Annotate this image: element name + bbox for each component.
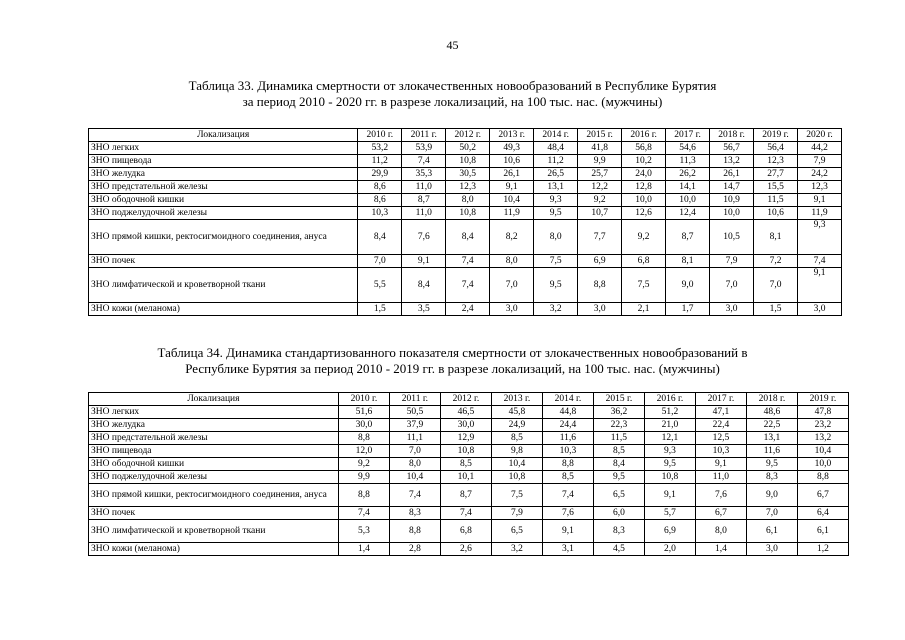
table-cell: 8,7 [440, 484, 491, 507]
table-cell: 23,2 [797, 419, 848, 432]
table-cell: 3,2 [491, 543, 542, 556]
table-cell: 6,8 [622, 255, 666, 268]
row-label: ЗНО легких [89, 406, 339, 419]
table-cell: 8,8 [338, 484, 389, 507]
column-header-year: 2016 г. [622, 129, 666, 142]
table-cell: 21,0 [644, 419, 695, 432]
table-cell: 7,0 [490, 268, 534, 303]
table-cell: 8,8 [578, 268, 622, 303]
table-cell: 15,5 [754, 181, 798, 194]
row-label: ЗНО почек [89, 255, 358, 268]
table-row [89, 543, 849, 556]
table-cell: 8,8 [389, 520, 440, 543]
table-cell: 24,4 [542, 419, 593, 432]
column-header-year: 2011 г. [402, 129, 446, 142]
table-cell: 7,9 [710, 255, 754, 268]
table-row [89, 255, 842, 268]
table-cell: 13,1 [746, 432, 797, 445]
table-cell: 8,3 [389, 507, 440, 520]
table-row [89, 268, 842, 303]
table-cell: 10,4 [797, 445, 848, 458]
table-cell: 8,6 [358, 194, 402, 207]
table-34-body [89, 406, 849, 556]
table-cell: 10,8 [491, 471, 542, 484]
table-cell: 9,1 [542, 520, 593, 543]
table-34-caption-line-1: Таблица 34. Динамика стандартизованного показателя смертности от злокачественных новообразований в [157, 345, 748, 360]
table-33-body [89, 142, 842, 316]
table-cell: 8,7 [666, 220, 710, 255]
table-34-caption-line-2: Республике Бурятия за период 2010 - 2019 гг. в разрезе локализаций, на 100 тыс. нас. (мужчины) [185, 361, 720, 376]
table-cell: 14,7 [710, 181, 754, 194]
table-cell: 11,5 [754, 194, 798, 207]
table-cell: 10,3 [695, 445, 746, 458]
table-cell: 11,9 [798, 207, 842, 220]
table-cell: 2,1 [622, 303, 666, 316]
table-cell: 7,4 [440, 507, 491, 520]
table-cell: 8,0 [389, 458, 440, 471]
table-cell: 48,4 [534, 142, 578, 155]
table-cell: 7,2 [754, 255, 798, 268]
row-label: ЗНО легких [89, 142, 358, 155]
table-cell: 56,8 [622, 142, 666, 155]
table-cell: 26,1 [490, 168, 534, 181]
table-cell: 11,0 [402, 207, 446, 220]
row-label: ЗНО почек [89, 507, 339, 520]
column-header-year: 2018 г. [710, 129, 754, 142]
column-header-year: 2014 г. [534, 129, 578, 142]
table-cell: 4,5 [593, 543, 644, 556]
column-header-year: 2010 г. [358, 129, 402, 142]
table-cell: 9,8 [491, 445, 542, 458]
table-cell: 22,5 [746, 419, 797, 432]
table-cell: 27,7 [754, 168, 798, 181]
table-cell: 9,1 [402, 255, 446, 268]
row-label: ЗНО предстательной железы [89, 432, 339, 445]
table-cell: 9,3 [534, 194, 578, 207]
row-label: ЗНО пищевода [89, 445, 339, 458]
table-cell: 2,6 [440, 543, 491, 556]
table-cell: 12,2 [578, 181, 622, 194]
row-label: ЗНО лимфатической и кроветворной ткани [89, 520, 339, 543]
table-33 [88, 128, 842, 316]
table-cell: 3,1 [542, 543, 593, 556]
table-cell: 6,1 [797, 520, 848, 543]
column-header-year: 2016 г. [644, 393, 695, 406]
table-34-header-row [89, 393, 849, 406]
table-cell: 8,2 [490, 220, 534, 255]
table-cell: 1,7 [666, 303, 710, 316]
table-34 [88, 392, 849, 556]
table-cell: 3,0 [490, 303, 534, 316]
table-cell: 12,5 [695, 432, 746, 445]
table-cell: 12,3 [798, 181, 842, 194]
table-cell: 9,5 [534, 268, 578, 303]
column-header-year: 2019 г. [754, 129, 798, 142]
table-cell: 8,3 [593, 520, 644, 543]
table-cell: 10,1 [440, 471, 491, 484]
column-header-year: 2017 г. [695, 393, 746, 406]
table-cell: 49,3 [490, 142, 534, 155]
table-cell: 5,5 [358, 268, 402, 303]
table-cell: 3,0 [798, 303, 842, 316]
table-cell: 46,5 [440, 406, 491, 419]
page-number: 45 [446, 38, 459, 52]
table-cell: 8,4 [593, 458, 644, 471]
table-cell: 10,2 [622, 155, 666, 168]
table-row [89, 445, 849, 458]
table-cell: 6,5 [491, 520, 542, 543]
table-cell: 6,5 [593, 484, 644, 507]
table-cell: 7,6 [542, 507, 593, 520]
table-cell: 36,2 [593, 406, 644, 419]
table-cell: 12,6 [622, 207, 666, 220]
column-header-year: 2013 г. [491, 393, 542, 406]
table-cell: 8,4 [358, 220, 402, 255]
table-cell: 7,0 [710, 268, 754, 303]
table-cell: 9,2 [338, 458, 389, 471]
table-row [89, 458, 849, 471]
table-cell: 6,7 [695, 507, 746, 520]
table-cell: 12,3 [446, 181, 490, 194]
table-cell: 7,6 [695, 484, 746, 507]
table-cell: 10,0 [797, 458, 848, 471]
row-label: ЗНО кожи (меланома) [89, 543, 339, 556]
table-cell: 7,4 [446, 268, 490, 303]
table-cell: 10,8 [446, 155, 490, 168]
table-cell: 8,4 [402, 268, 446, 303]
table-cell: 8,8 [797, 471, 848, 484]
table-cell: 8,0 [534, 220, 578, 255]
table-cell: 9,5 [534, 207, 578, 220]
table-cell: 11,5 [593, 432, 644, 445]
table-row [89, 484, 849, 507]
table-cell: 7,9 [798, 155, 842, 168]
table-cell: 9,1 [644, 484, 695, 507]
table-cell: 9,1 [798, 268, 842, 303]
table-cell: 11,2 [358, 155, 402, 168]
table-cell: 48,6 [746, 406, 797, 419]
table-cell: 10,0 [622, 194, 666, 207]
table-cell: 7,5 [622, 268, 666, 303]
table-cell: 1,4 [338, 543, 389, 556]
table-cell: 53,9 [402, 142, 446, 155]
table-34-caption [0, 345, 905, 377]
table-cell: 29,9 [358, 168, 402, 181]
row-label: ЗНО прямой кишки, ректосигмоидного соединения, ануса [89, 220, 358, 255]
table-cell: 7,5 [534, 255, 578, 268]
column-header-location: Локализация [89, 129, 358, 142]
table-33-header-row [89, 129, 842, 142]
table-cell: 8,1 [666, 255, 710, 268]
column-header-year: 2012 г. [440, 393, 491, 406]
row-label: ЗНО желудка [89, 168, 358, 181]
table-cell: 37,9 [389, 419, 440, 432]
table-cell: 9,9 [578, 155, 622, 168]
table-cell: 7,7 [578, 220, 622, 255]
table-cell: 47,8 [797, 406, 848, 419]
table-cell: 10,7 [578, 207, 622, 220]
table-cell: 44,2 [798, 142, 842, 155]
row-label: ЗНО поджелудочной железы [89, 471, 339, 484]
table-cell: 3,0 [710, 303, 754, 316]
table-cell: 8,3 [746, 471, 797, 484]
table-cell: 8,1 [754, 220, 798, 255]
table-cell: 26,1 [710, 168, 754, 181]
table-cell: 24,0 [622, 168, 666, 181]
table-cell: 50,5 [389, 406, 440, 419]
table-cell: 8,8 [338, 432, 389, 445]
table-cell: 11,2 [534, 155, 578, 168]
table-cell: 56,4 [754, 142, 798, 155]
table-cell: 9,1 [695, 458, 746, 471]
table-cell: 12,1 [644, 432, 695, 445]
row-label: ЗНО поджелудочной железы [89, 207, 358, 220]
table-cell: 6,8 [440, 520, 491, 543]
table-cell: 25,7 [578, 168, 622, 181]
table-row [89, 520, 849, 543]
column-header-year: 2011 г. [389, 393, 440, 406]
column-header-location: Локализация [89, 393, 339, 406]
table-cell: 11,6 [746, 445, 797, 458]
table-cell: 9,5 [593, 471, 644, 484]
row-label: ЗНО прямой кишки, ректосигмоидного соединения, ануса [89, 484, 339, 507]
table-row [89, 168, 842, 181]
table-cell: 14,1 [666, 181, 710, 194]
table-row [89, 155, 842, 168]
table-cell: 22,4 [695, 419, 746, 432]
table-cell: 11,9 [490, 207, 534, 220]
column-header-year: 2015 г. [578, 129, 622, 142]
table-cell: 13,1 [534, 181, 578, 194]
row-label: ЗНО лимфатической и кроветворной ткани [89, 268, 358, 303]
table-cell: 9,3 [644, 445, 695, 458]
column-header-year: 2018 г. [746, 393, 797, 406]
table-cell: 9,0 [746, 484, 797, 507]
table-cell: 30,5 [446, 168, 490, 181]
column-header-year: 2017 г. [666, 129, 710, 142]
table-cell: 6,9 [644, 520, 695, 543]
table-row [89, 220, 842, 255]
table-cell: 56,7 [710, 142, 754, 155]
table-cell: 7,4 [338, 507, 389, 520]
table-cell: 8,0 [695, 520, 746, 543]
table-cell: 41,8 [578, 142, 622, 155]
table-cell: 9,3 [798, 220, 842, 255]
table-row [89, 419, 849, 432]
table-cell: 8,4 [446, 220, 490, 255]
table-cell: 7,5 [491, 484, 542, 507]
table-cell: 11,0 [695, 471, 746, 484]
table-cell: 7,0 [746, 507, 797, 520]
table-cell: 7,0 [358, 255, 402, 268]
table-cell: 22,3 [593, 419, 644, 432]
table-cell: 10,6 [754, 207, 798, 220]
column-header-year: 2019 г. [797, 393, 848, 406]
table-row [89, 181, 842, 194]
table-cell: 8,0 [446, 194, 490, 207]
table-cell: 12,9 [440, 432, 491, 445]
table-cell: 51,2 [644, 406, 695, 419]
table-row [89, 432, 849, 445]
table-cell: 8,5 [542, 471, 593, 484]
table-cell: 8,7 [402, 194, 446, 207]
table-cell: 10,8 [644, 471, 695, 484]
table-cell: 7,0 [389, 445, 440, 458]
table-cell: 6,0 [593, 507, 644, 520]
table-row [89, 207, 842, 220]
table-cell: 10,5 [710, 220, 754, 255]
column-header-year: 2020 г. [798, 129, 842, 142]
table-cell: 12,4 [666, 207, 710, 220]
table-cell: 54,6 [666, 142, 710, 155]
table-cell: 9,1 [490, 181, 534, 194]
table-cell: 51,6 [338, 406, 389, 419]
table-cell: 8,6 [358, 181, 402, 194]
table-row [89, 507, 849, 520]
table-cell: 13,2 [710, 155, 754, 168]
table-cell: 6,7 [797, 484, 848, 507]
table-cell: 1,5 [754, 303, 798, 316]
table-cell: 9,0 [666, 268, 710, 303]
table-33-caption [0, 78, 905, 110]
table-cell: 10,8 [440, 445, 491, 458]
table-cell: 10,4 [389, 471, 440, 484]
table-cell: 2,8 [389, 543, 440, 556]
table-cell: 7,4 [389, 484, 440, 507]
table-cell: 3,5 [402, 303, 446, 316]
row-label: ЗНО предстательной железы [89, 181, 358, 194]
table-cell: 8,5 [440, 458, 491, 471]
row-label: ЗНО пищевода [89, 155, 358, 168]
table-cell: 10,3 [358, 207, 402, 220]
table-cell: 11,6 [542, 432, 593, 445]
table-cell: 6,1 [746, 520, 797, 543]
table-cell: 7,4 [542, 484, 593, 507]
table-cell: 9,9 [338, 471, 389, 484]
table-cell: 3,0 [578, 303, 622, 316]
table-cell: 24,9 [491, 419, 542, 432]
column-header-year: 2014 г. [542, 393, 593, 406]
table-cell: 35,3 [402, 168, 446, 181]
row-label: ЗНО кожи (меланома) [89, 303, 358, 316]
table-cell: 12,0 [338, 445, 389, 458]
table-cell: 12,3 [754, 155, 798, 168]
table-cell: 7,6 [402, 220, 446, 255]
table-row [89, 406, 849, 419]
table-cell: 10,6 [490, 155, 534, 168]
column-header-year: 2013 г. [490, 129, 534, 142]
table-cell: 10,0 [710, 207, 754, 220]
table-cell: 9,5 [746, 458, 797, 471]
table-cell: 1,2 [797, 543, 848, 556]
table-cell: 10,3 [542, 445, 593, 458]
row-label: ЗНО желудка [89, 419, 339, 432]
table-cell: 12,8 [622, 181, 666, 194]
table-cell: 1,5 [358, 303, 402, 316]
table-cell: 6,4 [797, 507, 848, 520]
table-row [89, 142, 842, 155]
table-33-caption-line-2: за период 2010 - 2020 гг. в разрезе локализаций, на 100 тыс. нас. (мужчины) [242, 94, 663, 109]
table-cell: 50,2 [446, 142, 490, 155]
table-cell: 9,2 [622, 220, 666, 255]
table-cell: 26,2 [666, 168, 710, 181]
table-cell: 10,8 [446, 207, 490, 220]
table-cell: 30,0 [440, 419, 491, 432]
row-label: ЗНО ободочной кишки [89, 194, 358, 207]
table-cell: 6,9 [578, 255, 622, 268]
table-cell: 1,4 [695, 543, 746, 556]
table-cell: 13,2 [797, 432, 848, 445]
table-cell: 7,4 [402, 155, 446, 168]
table-row [89, 303, 842, 316]
table-cell: 9,5 [644, 458, 695, 471]
table-cell: 3,2 [534, 303, 578, 316]
table-cell: 11,0 [402, 181, 446, 194]
table-cell: 10,4 [490, 194, 534, 207]
table-cell: 11,3 [666, 155, 710, 168]
row-label: ЗНО ободочной кишки [89, 458, 339, 471]
table-cell: 8,0 [490, 255, 534, 268]
table-cell: 3,0 [746, 543, 797, 556]
table-cell: 7,4 [446, 255, 490, 268]
table-cell: 53,2 [358, 142, 402, 155]
table-cell: 9,1 [798, 194, 842, 207]
table-cell: 7,9 [491, 507, 542, 520]
table-cell: 2,4 [446, 303, 490, 316]
table-cell: 7,0 [754, 268, 798, 303]
table-cell: 5,7 [644, 507, 695, 520]
table-cell: 26,5 [534, 168, 578, 181]
table-cell: 5,3 [338, 520, 389, 543]
table-row [89, 471, 849, 484]
table-cell: 8,8 [542, 458, 593, 471]
table-cell: 44,8 [542, 406, 593, 419]
table-cell: 30,0 [338, 419, 389, 432]
table-cell: 7,4 [798, 255, 842, 268]
table-row [89, 194, 842, 207]
table-cell: 11,1 [389, 432, 440, 445]
column-header-year: 2012 г. [446, 129, 490, 142]
table-cell: 8,5 [491, 432, 542, 445]
column-header-year: 2010 г. [338, 393, 389, 406]
table-cell: 8,5 [593, 445, 644, 458]
table-cell: 10,0 [666, 194, 710, 207]
table-cell: 10,4 [491, 458, 542, 471]
column-header-year: 2015 г. [593, 393, 644, 406]
table-cell: 24,2 [798, 168, 842, 181]
table-cell: 10,9 [710, 194, 754, 207]
table-cell: 2,0 [644, 543, 695, 556]
table-cell: 47,1 [695, 406, 746, 419]
table-33-caption-line-1: Таблица 33. Динамика смертности от злокачественных новообразований в Республике Бурятия [188, 78, 717, 93]
table-cell: 45,8 [491, 406, 542, 419]
table-cell: 9,2 [578, 194, 622, 207]
